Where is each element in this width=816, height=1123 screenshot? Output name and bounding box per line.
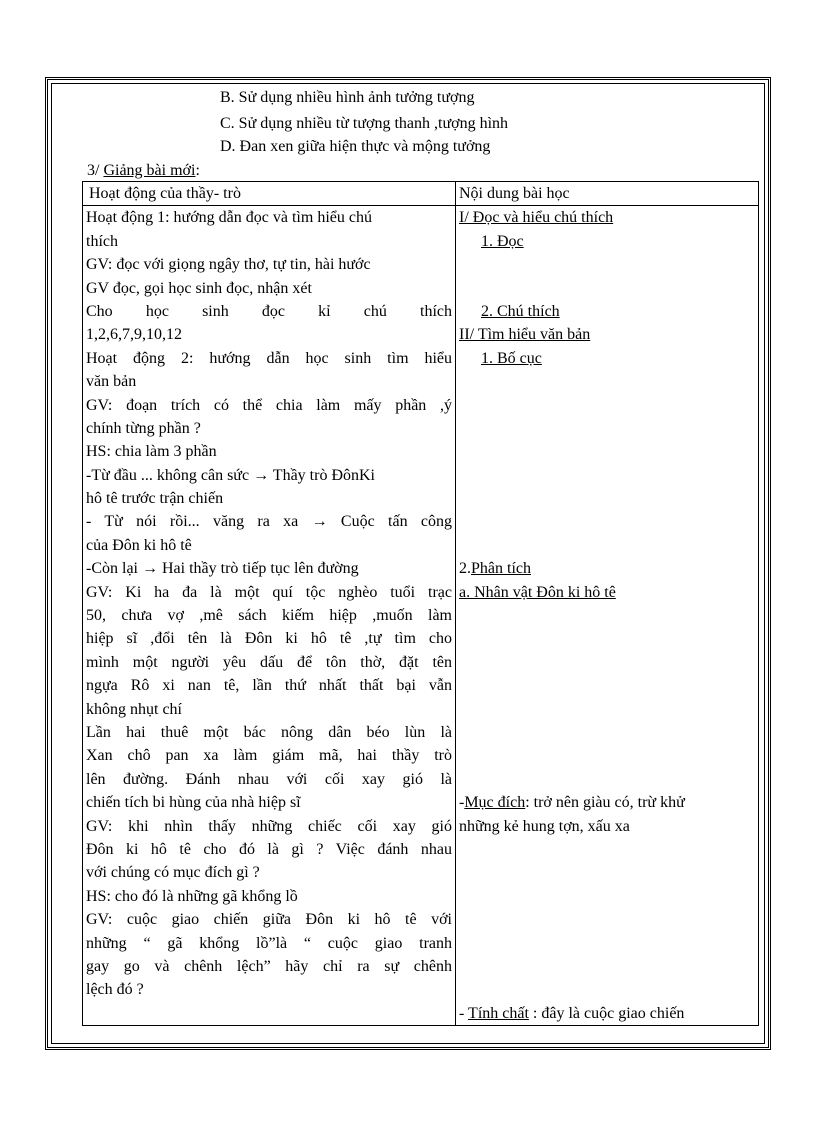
table-body-row [83,206,759,1026]
section-title: Giảng bài mới [103,162,196,179]
header-content [456,182,759,206]
purpose-dash: - [459,794,465,812]
left-line: lên đường. Đánh nhau với cối xay gió là [86,770,452,788]
purpose-text: : trở nên giàu có, trừ khử [525,794,685,812]
item-structure-label: 1. Bố cục [481,349,542,367]
heading-text-study: II/ Tìm hiểu văn bản [459,326,591,344]
item-notes-label: 2. Chú thích [481,302,560,320]
left-line: - Từ nói rồi... văng ra xa → Cuộc tấn công [86,513,452,531]
section-number: 3/ [87,162,100,179]
left-line: GV: Ki ha đa là một quí tộc nghèo tuổi trạc [86,583,452,601]
subheading-character: a. Nhân vật Đôn ki hô tê [459,583,616,601]
item-reading-label: 1. Đọc [481,232,524,250]
left-line: hiệp sĩ ,đổi tên là Đôn ki hô tê ,tự tìm cho [86,630,452,648]
left-line: lệch đó ? [86,981,144,999]
left-line: -Từ đầu ... không cân sức → Thầy trò ĐônKi [86,466,375,484]
item-structure [459,347,755,370]
section-heading [87,159,200,182]
left-line: HS: cho đó là những gã khổng lồ [86,887,298,905]
nature-line [459,1002,755,1025]
table-header-row [83,182,759,206]
content-cell [456,206,759,1026]
nature-text: : đây là cuộc giao chiến [528,1004,685,1022]
left-line: Đôn ki hô tê cho đó là gì ? Việc đánh nhau [86,840,452,858]
header-content-label: Nội dung bài học [459,185,570,202]
section-colon: : [195,162,200,179]
activities-cell [83,206,456,1026]
item-notes [459,300,755,323]
left-line: GV: khi nhìn thấy những chiếc cối xay gió [86,817,452,835]
left-line: ngựa Rô xi nan tê, lần thứ nhất thất bại vẫn [86,677,452,695]
left-line: văn bản [86,373,137,391]
left-line: 50, chưa vợ ,mê sách kiếm hiệp ,muốn làm [86,607,452,625]
left-line: GV đọc, gọi học sinh đọc, nhận xét [86,279,312,297]
left-line: Xan chô pan xa làm giám mã, hai thầy trò [86,747,452,765]
left-line: chiến tích bi hùng của nhà hiệp sĩ [86,794,301,812]
left-line: Hoạt động 1: hướng dẫn đọc và tìm hiểu chú [86,209,372,227]
left-line: Cho học sinh đọc kỉ chú thích [86,302,452,320]
option-b: B. Sử dụng nhiều hình ảnh tưởng tượng [220,89,475,106]
spacer [459,253,755,276]
left-line: không nhụt chí [86,700,182,718]
left-line: gay go và chênh lệch” hãy chỉ ra sự chênh [86,957,452,975]
header-activities [83,182,456,206]
left-line: thích [86,232,118,250]
left-line: chính từng phần ? [86,419,201,437]
option-d: D. Đan xen giữa hiện thực và mộng tưởng [220,138,491,155]
heading-reading-notes: I/ Đọc và hiểu chú thích [459,209,614,227]
nature-dash: - [459,1004,469,1022]
item-analysis [459,557,755,580]
left-line: của Đôn ki hô tê [86,536,192,554]
left-line: Lần hai thuê một bác nông dân béo lùn là [86,723,452,741]
lesson-table [82,181,759,1026]
option-c: C. Sử dụng nhiều từ tượng thanh ,tượng hình [220,115,509,132]
item-analysis-num: 2. [459,560,471,578]
left-line: những “ gã khổng lồ”là “ cuộc giao tranh [86,934,452,952]
purpose-line [459,791,755,814]
nature-label: Tính chất [468,1004,529,1022]
item-reading [459,230,755,253]
left-line: GV: cuộc giao chiến giữa Đôn ki hô tê với [86,911,452,929]
left-line: 1,2,6,7,9,10,12 [86,326,182,344]
left-line: hô tê trước trận chiến [86,490,224,508]
spacer [459,277,755,300]
header-activities-label: Hoạt động của thầy- trò [89,185,241,202]
left-line: HS: chia làm 3 phần [86,443,217,461]
purpose-line-2: những kẻ hung tợn, xấu xa [459,817,630,835]
left-line: mình một người yêu dấu để tôn thờ, đặt tên [86,653,452,671]
purpose-label: Mục đích [464,794,526,812]
left-line: GV: đoạn trích có thể chia làm mấy phần ,ý [86,396,452,414]
left-line: Hoạt động 2: hướng dẫn học sinh tìm hiểu [86,349,452,367]
left-line: -Còn lại → Hai thầy trò tiếp tục lên đường [86,560,359,578]
left-line: với chúng có mục đích gì ? [86,864,260,882]
item-analysis-label: Phân tích [471,560,531,578]
left-line: GV: đọc với giọng ngây thơ, tự tin, hài hước [86,256,371,274]
